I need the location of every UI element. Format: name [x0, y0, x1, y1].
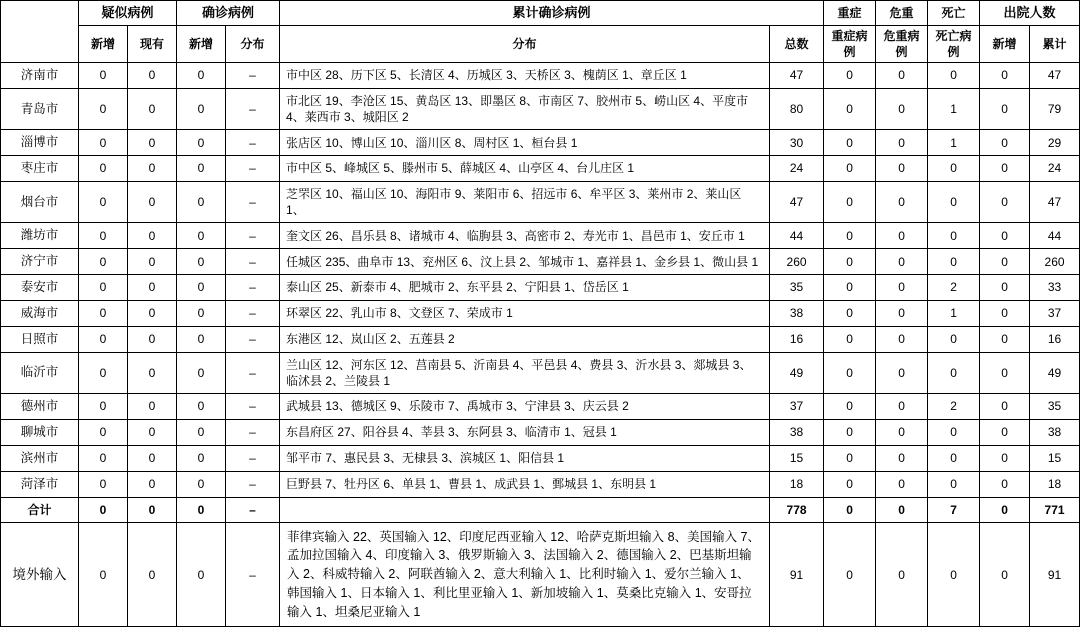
row-cumulative-total: 80	[770, 88, 824, 129]
row-death: 0	[928, 62, 980, 88]
row-cumulative-total: 24	[770, 156, 824, 182]
row-confirm-dist: –	[226, 326, 280, 352]
row-death: 0	[928, 445, 980, 471]
row-suspect-new: 0	[79, 445, 128, 471]
row-confirm-new: 0	[177, 223, 226, 249]
row-suspect-new: 0	[79, 300, 128, 326]
row-discharge-total: 16	[1030, 326, 1080, 352]
row-severe: 0	[824, 300, 876, 326]
row-city: 烟台市	[1, 181, 79, 222]
header-group-severe: 重症	[824, 1, 876, 26]
row-city: 菏泽市	[1, 471, 79, 497]
table-row-total	[1, 497, 1080, 522]
row-death: 0	[928, 419, 980, 445]
row-city: 滨州市	[1, 445, 79, 471]
table-row	[1, 223, 1080, 249]
row-confirm-new: 0	[177, 88, 226, 129]
row-cumulative-dist: 武城县 13、德城区 9、乐陵市 7、禹城市 3、宁津县 3、庆云县 2	[280, 394, 770, 420]
row-city: 淄博市	[1, 130, 79, 156]
table-row	[1, 88, 1080, 129]
row-confirm-dist: –	[226, 275, 280, 301]
header-critical-cases: 危重病例	[876, 25, 928, 62]
row-confirm-new: 0	[177, 497, 226, 522]
header-discharge-total: 累计	[1030, 25, 1080, 62]
row-death: 0	[928, 249, 980, 275]
header-death-cases: 死亡病例	[928, 25, 980, 62]
row-cumulative-total: 778	[770, 497, 824, 522]
row-suspect-current: 0	[128, 62, 177, 88]
row-suspect-new: 0	[79, 275, 128, 301]
header-row-sub	[1, 25, 1080, 62]
row-suspect-new: 0	[79, 88, 128, 129]
header-suspect-current: 现有	[128, 25, 177, 62]
row-suspect-new: 0	[79, 156, 128, 182]
row-suspect-current: 0	[128, 394, 177, 420]
row-confirm-dist: –	[226, 497, 280, 522]
header-group-confirm: 确诊病例	[177, 1, 280, 26]
table-row	[1, 419, 1080, 445]
row-severe: 0	[824, 352, 876, 393]
row-death: 1	[928, 130, 980, 156]
row-suspect-current: 0	[128, 300, 177, 326]
row-confirm-dist: –	[226, 130, 280, 156]
row-cumulative-dist	[280, 497, 770, 522]
row-confirm-new: 0	[177, 522, 226, 627]
row-discharge-total: 24	[1030, 156, 1080, 182]
row-severe: 0	[824, 223, 876, 249]
row-discharge-new: 0	[980, 62, 1030, 88]
row-discharge-total: 35	[1030, 394, 1080, 420]
row-suspect-new: 0	[79, 352, 128, 393]
row-severe: 0	[824, 497, 876, 522]
row-severe: 0	[824, 156, 876, 182]
row-discharge-new: 0	[980, 156, 1030, 182]
row-discharge-total: 771	[1030, 497, 1080, 522]
row-city: 境外输入	[1, 522, 79, 627]
row-suspect-current: 0	[128, 130, 177, 156]
row-critical: 0	[876, 394, 928, 420]
row-death: 1	[928, 88, 980, 129]
row-critical: 0	[876, 88, 928, 129]
row-cumulative-dist: 兰山区 12、河东区 12、莒南县 5、沂南县 4、平邑县 4、费县 3、沂水县 3、郯城县 3、临沭县 2、兰陵县 1	[280, 352, 770, 393]
row-confirm-new: 0	[177, 181, 226, 222]
row-critical: 0	[876, 156, 928, 182]
header-severe-cases: 重症病例	[824, 25, 876, 62]
row-confirm-new: 0	[177, 249, 226, 275]
row-discharge-new: 0	[980, 130, 1030, 156]
row-cumulative-dist: 奎文区 26、昌乐县 8、诸城市 4、临朐县 3、高密市 2、寿光市 1、昌邑市 1、安丘市 1	[280, 223, 770, 249]
row-suspect-current: 0	[128, 156, 177, 182]
row-critical: 0	[876, 326, 928, 352]
row-city: 聊城市	[1, 419, 79, 445]
header-city	[1, 1, 79, 63]
table-row	[1, 62, 1080, 88]
header-group-suspect: 疑似病例	[79, 1, 177, 26]
row-suspect-current: 0	[128, 419, 177, 445]
row-cumulative-dist: 东港区 12、岚山区 2、五莲县 2	[280, 326, 770, 352]
row-severe: 0	[824, 130, 876, 156]
row-discharge-new: 0	[980, 326, 1030, 352]
row-suspect-new: 0	[79, 471, 128, 497]
row-city: 潍坊市	[1, 223, 79, 249]
row-death: 2	[928, 394, 980, 420]
row-discharge-total: 29	[1030, 130, 1080, 156]
row-confirm-new: 0	[177, 275, 226, 301]
row-discharge-total: 38	[1030, 419, 1080, 445]
header-group-discharge: 出院人数	[980, 1, 1080, 26]
row-cumulative-total: 38	[770, 419, 824, 445]
row-discharge-total: 79	[1030, 88, 1080, 129]
table-row	[1, 394, 1080, 420]
row-cumulative-total: 15	[770, 445, 824, 471]
row-critical: 0	[876, 300, 928, 326]
row-suspect-current: 0	[128, 275, 177, 301]
row-city: 枣庄市	[1, 156, 79, 182]
row-suspect-new: 0	[79, 223, 128, 249]
header-row-groups	[1, 1, 1080, 26]
table-row	[1, 326, 1080, 352]
row-discharge-new: 0	[980, 445, 1030, 471]
row-critical: 0	[876, 522, 928, 627]
row-confirm-new: 0	[177, 445, 226, 471]
row-confirm-dist: –	[226, 156, 280, 182]
row-cumulative-total: 35	[770, 275, 824, 301]
row-cumulative-total: 16	[770, 326, 824, 352]
row-city: 泰安市	[1, 275, 79, 301]
row-discharge-total: 91	[1030, 522, 1080, 627]
row-death: 7	[928, 497, 980, 522]
table-row	[1, 181, 1080, 222]
row-severe: 0	[824, 88, 876, 129]
row-discharge-new: 0	[980, 275, 1030, 301]
row-severe: 0	[824, 394, 876, 420]
row-cumulative-total: 260	[770, 249, 824, 275]
table-row	[1, 156, 1080, 182]
row-cumulative-dist: 东昌府区 27、阳谷县 4、莘县 3、东阿县 3、临清市 1、冠县 1	[280, 419, 770, 445]
row-severe: 0	[824, 471, 876, 497]
row-confirm-new: 0	[177, 300, 226, 326]
row-cumulative-total: 18	[770, 471, 824, 497]
row-discharge-new: 0	[980, 497, 1030, 522]
header-cumulative-dist: 分布	[280, 25, 770, 62]
row-discharge-total: 260	[1030, 249, 1080, 275]
row-confirm-new: 0	[177, 62, 226, 88]
row-confirm-new: 0	[177, 471, 226, 497]
header-group-critical: 危重	[876, 1, 928, 26]
row-discharge-new: 0	[980, 471, 1030, 497]
row-severe: 0	[824, 419, 876, 445]
row-confirm-new: 0	[177, 352, 226, 393]
row-confirm-dist: –	[226, 522, 280, 627]
row-death: 0	[928, 352, 980, 393]
row-suspect-new: 0	[79, 326, 128, 352]
table-row	[1, 249, 1080, 275]
row-cumulative-dist: 任城区 235、曲阜市 13、兖州区 6、汶上县 2、邹城市 1、嘉祥县 1、金乡县 1、微山县 1	[280, 249, 770, 275]
row-critical: 0	[876, 249, 928, 275]
row-suspect-current: 0	[128, 88, 177, 129]
table-row	[1, 300, 1080, 326]
row-suspect-current: 0	[128, 522, 177, 627]
row-cumulative-total: 30	[770, 130, 824, 156]
row-suspect-new: 0	[79, 394, 128, 420]
row-cumulative-total: 47	[770, 62, 824, 88]
row-suspect-current: 0	[128, 181, 177, 222]
row-suspect-current: 0	[128, 223, 177, 249]
row-discharge-total: 47	[1030, 62, 1080, 88]
row-confirm-new: 0	[177, 130, 226, 156]
row-suspect-new: 0	[79, 419, 128, 445]
row-confirm-dist: –	[226, 471, 280, 497]
row-critical: 0	[876, 419, 928, 445]
row-critical: 0	[876, 497, 928, 522]
row-discharge-new: 0	[980, 419, 1030, 445]
row-cumulative-dist: 市北区 19、李沧区 15、黄岛区 13、即墨区 8、市南区 7、胶州市 5、崂山区 4、平度市 4、莱西市 3、城阳区 2	[280, 88, 770, 129]
row-death: 0	[928, 522, 980, 627]
row-severe: 0	[824, 249, 876, 275]
row-confirm-dist: –	[226, 300, 280, 326]
row-discharge-total: 47	[1030, 181, 1080, 222]
row-confirm-dist: –	[226, 88, 280, 129]
row-severe: 0	[824, 522, 876, 627]
row-severe: 0	[824, 62, 876, 88]
table-body	[1, 62, 1080, 627]
row-cumulative-dist: 环翠区 22、乳山市 8、文登区 7、荣成市 1	[280, 300, 770, 326]
row-discharge-total: 18	[1030, 471, 1080, 497]
row-death: 0	[928, 223, 980, 249]
row-discharge-total: 15	[1030, 445, 1080, 471]
row-critical: 0	[876, 275, 928, 301]
row-confirm-new: 0	[177, 419, 226, 445]
header-confirm-dist: 分布	[226, 25, 280, 62]
row-severe: 0	[824, 445, 876, 471]
row-discharge-new: 0	[980, 300, 1030, 326]
row-confirm-dist: –	[226, 419, 280, 445]
row-severe: 0	[824, 326, 876, 352]
row-discharge-total: 49	[1030, 352, 1080, 393]
row-suspect-new: 0	[79, 130, 128, 156]
row-severe: 0	[824, 275, 876, 301]
row-discharge-total: 37	[1030, 300, 1080, 326]
row-suspect-new: 0	[79, 62, 128, 88]
table-row	[1, 352, 1080, 393]
row-suspect-current: 0	[128, 249, 177, 275]
header-cumulative-total: 总数	[770, 25, 824, 62]
row-discharge-new: 0	[980, 352, 1030, 393]
row-discharge-new: 0	[980, 522, 1030, 627]
header-confirm-new: 新增	[177, 25, 226, 62]
table-row	[1, 130, 1080, 156]
header-suspect-new: 新增	[79, 25, 128, 62]
row-confirm-dist: –	[226, 181, 280, 222]
row-cumulative-total: 49	[770, 352, 824, 393]
header-discharge-new: 新增	[980, 25, 1030, 62]
row-discharge-total: 44	[1030, 223, 1080, 249]
row-death: 2	[928, 275, 980, 301]
row-suspect-current: 0	[128, 497, 177, 522]
row-confirm-new: 0	[177, 156, 226, 182]
row-confirm-dist: –	[226, 394, 280, 420]
row-city: 济南市	[1, 62, 79, 88]
row-suspect-new: 0	[79, 497, 128, 522]
row-cumulative-dist: 张店区 10、博山区 10、淄川区 8、周村区 1、桓台县 1	[280, 130, 770, 156]
row-confirm-dist: –	[226, 62, 280, 88]
table-row	[1, 471, 1080, 497]
row-city: 济宁市	[1, 249, 79, 275]
row-critical: 0	[876, 62, 928, 88]
row-city: 临沂市	[1, 352, 79, 393]
row-death: 0	[928, 471, 980, 497]
row-death: 1	[928, 300, 980, 326]
row-cumulative-dist: 菲律宾输入 22、英国输入 12、印度尼西亚输入 12、哈萨克斯坦输入 8、美国输入 7、孟加拉国输入 4、印度输入 3、俄罗斯输入 3、法国输入 2、德国输入 2、巴基斯坦输入 2、科威特输入 2、阿联酋输入 2、意大利输入 1、比利时输入 1、爱尔兰输入 1、韩国输入 1、日本输入 1、利比里亚输入 1、新加坡输入 1、莫桑比克输入 1、安哥拉输入 1、坦桑尼亚输入 1	[280, 522, 770, 627]
row-confirm-dist: –	[226, 223, 280, 249]
row-critical: 0	[876, 352, 928, 393]
row-critical: 0	[876, 445, 928, 471]
row-cumulative-total: 38	[770, 300, 824, 326]
row-critical: 0	[876, 181, 928, 222]
row-suspect-current: 0	[128, 471, 177, 497]
row-critical: 0	[876, 223, 928, 249]
row-discharge-new: 0	[980, 249, 1030, 275]
row-discharge-total: 33	[1030, 275, 1080, 301]
row-death: 0	[928, 181, 980, 222]
row-severe: 0	[824, 181, 876, 222]
row-cumulative-dist: 芝罘区 10、福山区 10、海阳市 9、莱阳市 6、招远市 6、牟平区 3、莱州市 2、莱山区 1、	[280, 181, 770, 222]
row-confirm-new: 0	[177, 326, 226, 352]
row-cumulative-total: 37	[770, 394, 824, 420]
row-death: 0	[928, 156, 980, 182]
row-city: 合计	[1, 497, 79, 522]
row-suspect-new: 0	[79, 249, 128, 275]
row-cumulative-total: 91	[770, 522, 824, 627]
row-city: 德州市	[1, 394, 79, 420]
row-confirm-dist: –	[226, 352, 280, 393]
row-confirm-new: 0	[177, 394, 226, 420]
row-cumulative-dist: 市中区 5、峰城区 5、滕州市 5、薛城区 4、山亭区 4、台儿庄区 1	[280, 156, 770, 182]
row-cumulative-dist: 邹平市 7、惠民县 3、无棣县 3、滨城区 1、阳信县 1	[280, 445, 770, 471]
table-row	[1, 445, 1080, 471]
row-discharge-new: 0	[980, 394, 1030, 420]
row-suspect-new: 0	[79, 181, 128, 222]
row-suspect-new: 0	[79, 522, 128, 627]
row-critical: 0	[876, 130, 928, 156]
row-discharge-new: 0	[980, 223, 1030, 249]
row-city: 青岛市	[1, 88, 79, 129]
row-confirm-dist: –	[226, 445, 280, 471]
table-row	[1, 275, 1080, 301]
row-cumulative-total: 47	[770, 181, 824, 222]
row-suspect-current: 0	[128, 352, 177, 393]
row-death: 0	[928, 326, 980, 352]
table-row-abroad	[1, 522, 1080, 627]
row-cumulative-dist: 泰山区 25、新泰市 4、肥城市 2、东平县 2、宁阳县 1、岱岳区 1	[280, 275, 770, 301]
row-cumulative-total: 44	[770, 223, 824, 249]
header-group-cumulative: 累计确诊病例	[280, 1, 824, 26]
row-city: 威海市	[1, 300, 79, 326]
row-discharge-new: 0	[980, 181, 1030, 222]
row-suspect-current: 0	[128, 445, 177, 471]
row-city: 日照市	[1, 326, 79, 352]
row-suspect-current: 0	[128, 326, 177, 352]
row-critical: 0	[876, 471, 928, 497]
row-confirm-dist: –	[226, 249, 280, 275]
header-group-death: 死亡	[928, 1, 980, 26]
row-cumulative-dist: 巨野县 7、牡丹区 6、单县 1、曹县 1、成武县 1、鄄城县 1、东明县 1	[280, 471, 770, 497]
row-discharge-new: 0	[980, 88, 1030, 129]
row-cumulative-dist: 市中区 28、历下区 5、长清区 4、历城区 3、天桥区 3、槐荫区 1、章丘区 1	[280, 62, 770, 88]
